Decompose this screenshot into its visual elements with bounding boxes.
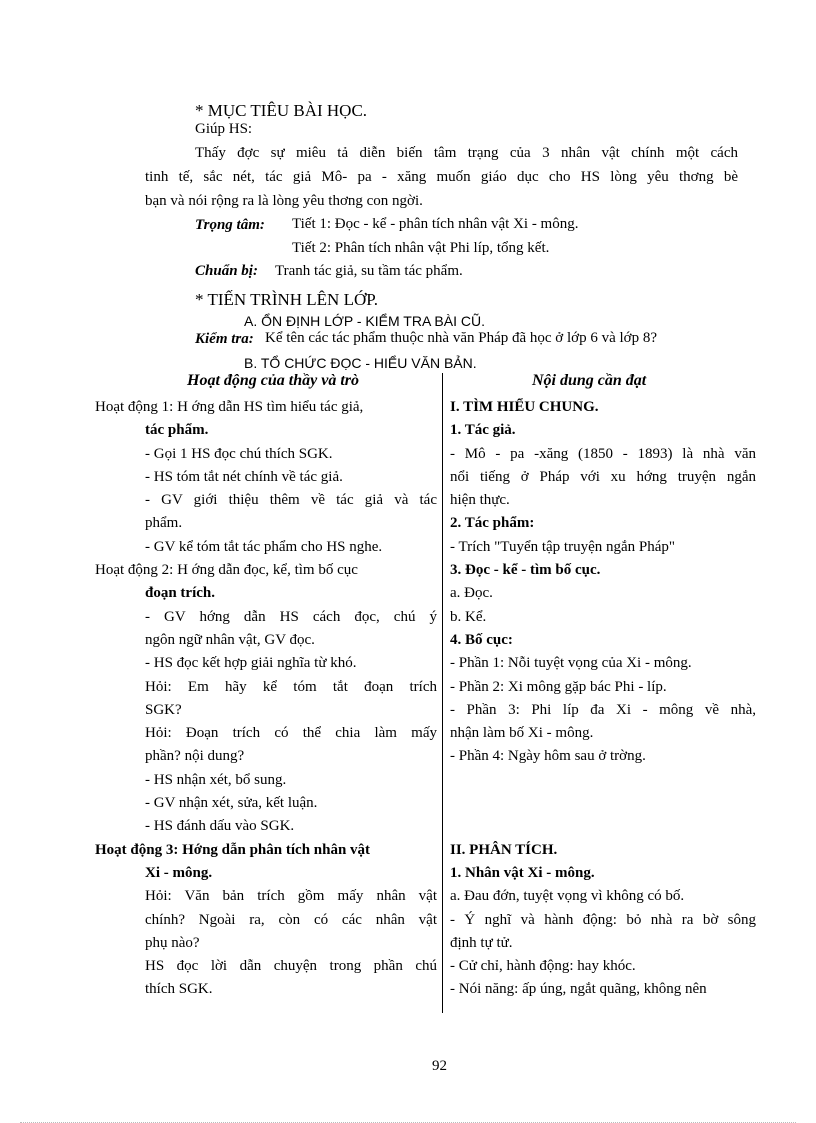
list-item: - Phần 2: Xi mông gặp bác Phi - líp. [450,678,667,695]
activity-3-title: Hoạt động 3: Hớng dẫn phân tích nhân vật [95,841,371,858]
objectives-line-3: bạn và nói rộng ra là lòng yêu thơng con ngời. [145,193,423,209]
procedure-heading: * TIẾN TRÌNH LÊN LỚP. [195,290,379,309]
list-item: Hỏi: Văn bản trích gồm mấy nhân vật [145,888,437,905]
objectives-line-2: tinh tế, sắc nét, tác giả Mô- pa - xăng muốn giáo dục cho HS lòng yêu thơng bè [145,169,738,185]
check-text: Kể tên các tác phẩm thuộc nhà văn Pháp đã học ở lớp 6 và lớp 8? [265,330,657,346]
help-label: Giúp HS: [195,121,253,137]
list-item: - Phần 1: Nỗi tuyệt vọng của Xi - mông. [450,655,692,672]
list-item: nhận làm bố Xi - mông. [450,725,594,742]
list-item: phần? nội dung? [145,748,245,765]
list-item: a. Đau đớn, tuyệt vọng vì không có bố. [450,888,685,905]
list-item: b. Kể. [450,608,487,625]
list-item: - HS nhận xét, bổ sung. [145,771,287,788]
activity-2-title: Hoạt động 2: H ớng dẫn đọc, kể, tìm bố cục [95,562,358,579]
objectives-heading: * MỤC TIÊU BÀI HỌC. [195,101,368,120]
list-item: HS đọc lời dẫn chuyện trong phần chú [145,958,437,975]
list-item: - Nói năng: ấp úng, ngắt quãng, không nên [450,981,707,998]
page-number: 92 [432,1058,447,1074]
subsection-heading: 2. Tác phẩm: [450,515,535,532]
required-content [450,396,756,1002]
table-header-left: Hoạt động của thầy và trò [187,372,360,389]
list-item: - Phần 3: Phi líp đa Xi - mông về nhà, [450,701,756,718]
activity-3-title-cont: Xi - mông. [145,864,213,881]
list-item: thích SGK. [145,981,213,998]
list-item: - GV giới thiệu thêm về tác giả và tác [145,492,437,509]
list-item: phụ nào? [145,934,200,951]
list-item: - GV hớng dẫn HS cách đọc, chú ý [145,608,437,625]
list-item: - Ý nghĩ và hành động: bỏ nhà ra bờ sông [450,911,756,928]
prep-label: Chuẩn bị: [195,263,258,279]
list-item: hiện thực. [450,492,510,509]
prep-text: Tranh tác giả, su tầm tác phẩm. [275,263,463,279]
list-item: - Phần 4: Ngày hôm sau ở trờng. [450,748,646,765]
section-b-heading: B. TỔ CHỨC ĐỌC - HIỂU VĂN BẢN. [244,355,477,371]
subsection-heading: 4. Bố cục: [450,631,513,648]
list-item: Hỏi: Đoạn trích có thể chia làm mấy [145,725,437,742]
table-header-right: Nội dung cần đạt [532,372,647,389]
list-item: - GV kể tóm tắt tác phẩm cho HS nghe. [145,538,383,555]
section-a-heading: A. ỔN ĐỊNH LỚP - KIỂM TRA BÀI CŨ. [244,313,485,329]
focus-lesson-1: Tiết 1: Đọc - kể - phân tích nhân vật Xi - mông. [292,216,579,232]
list-item: SGK? [145,701,182,718]
list-item: - Cử chỉ, hành động: hay khóc. [450,958,636,975]
list-item: - Trích "Tuyển tập truyện ngắn Pháp" [450,538,676,555]
section-2-heading: II. PHÂN TÍCH. [450,841,558,858]
list-item: - HS tóm tắt nét chính về tác giả. [145,468,343,485]
activity-1-title-cont: tác phẩm. [145,422,209,439]
list-item: ngôn ngữ nhân vật, GV đọc. [145,631,315,648]
subsection-heading: 1. Tác giả. [450,422,516,439]
activity-2-title-cont: đoạn trích. [145,585,216,602]
list-item: - GV nhận xét, sửa, kết luận. [145,795,318,812]
list-item: chính? Ngoài ra, còn có các nhân vật [145,911,437,928]
list-item: - HS đọc kết hợp giải nghĩa từ khó. [145,655,357,672]
list-item: - HS đánh dấu vào SGK. [145,818,295,835]
column-divider [442,373,443,1013]
list-item: định tự tử. [450,934,513,951]
focus-label: Trọng tâm: [195,217,265,233]
list-item: nổi tiếng ở Pháp với xu hớng truyện ngắn [450,468,756,485]
subsection-heading: 3. Đọc - kể - tìm bố cục. [450,562,601,579]
list-item: - Gọi 1 HS đọc chú thích SGK. [145,445,333,462]
teacher-student-activities [95,396,437,1002]
list-item: - Mô - pa -xăng (1850 - 1893) là nhà văn [450,445,756,462]
activity-1-title: Hoạt động 1: H ớng dẫn HS tìm hiểu tác giả, [95,399,364,415]
focus-lesson-2: Tiết 2: Phân tích nhân vật Phi líp, tổng kết. [292,240,550,256]
objectives-line-1: Thấy đợc sự miêu tả diễn biến tâm trạng của 3 nhân vật chính một cách [195,145,738,161]
section-1-heading: I. TÌM HIỂU CHUNG. [450,399,599,415]
list-item: Hỏi: Em hãy kể tóm tắt đoạn trích [145,678,437,695]
list-item: phẩm. [145,515,183,532]
check-label: Kiểm tra: [195,331,254,347]
list-item: a. Đọc. [450,585,493,602]
subsection-heading: 1. Nhân vật Xi - mông. [450,864,595,881]
